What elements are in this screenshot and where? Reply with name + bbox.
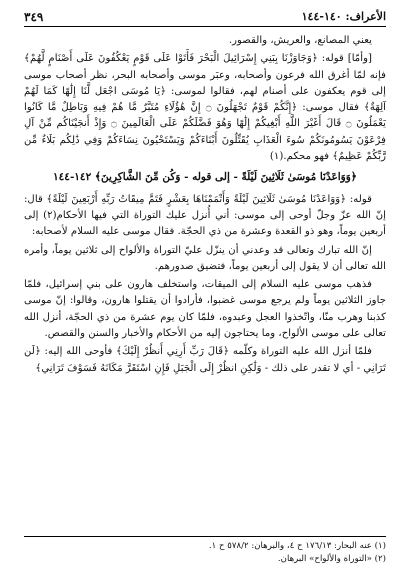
paragraph: فذهب موسى عليه السلام إلى الميقات، واستخلف هارون على بني إسرائيل، فلمّا جاوز الثلاثين يوماً ولم يرجع موسى غضبوا، فأرادوا أن يقتلوا هارون، وقالوا: إنّ موسى كذبنا وهرب منّا، واتّخذوا العجل وعبدوه، فلمّا كان يوم عشرة من ذي الحجّة، أنزل الله تعالى على موسى الألواح، وما يحتاجون إليه من الأحكام والأخبار والسنن والقصص.	[24, 279, 386, 340]
section-heading: ﴿وَوَاعَدْنَا مُوسَىٰ ثَلَاثِينَ لَيْلَةً - إلى قوله - وَكُن مِّنَ الشَّاكِرِينَ﴾ ١٤٢-١٤٤	[53, 171, 357, 184]
paragraph: فلمّا أنزل الله عليه التوراة وكلّمه ﴿قَالَ رَبِّ أَرِنِي أَنظُرْ إِلَيْكَ﴾ فأوحى الله إليه: ﴿لَن تَرَانِي - أي لا تقدر على ذلك - وَلَٰكِنِ انظُرْ إِلَى الْجَبَلِ فَإِنِ اسْتَقَرَّ مَكَانَهُ فَسَوْفَ تَرَانِي﴾	[24, 346, 386, 374]
paragraph: [وأمّا] قوله: ﴿وَجَاوَزْنَا بِبَنِي إِسْرَائِيلَ الْبَحْرَ فَأَتَوْا عَلَى قَوْمٍ يَعْكُفُونَ عَلَى أَصْنَامٍ لَّهُمْ﴾ فإنه لمّا أغرق الله فرعون وأصحابه، وعبَر موسى وأصحابه البحر، نظر أصحاب موسى إلى قوم يعكفون على أصنام لهم، فقالوا لموسى: ﴿يَا مُوسَى اجْعَل لَّنَا إِلَٰهًا كَمَا لَهُمْ آلِهَةٌ﴾ فقال موسى: ﴿إِنَّكُمْ قَوْمٌ تَجْهَلُونَ ۝ إِنَّ هَٰؤُلَاءِ مُتَبَّرٌ مَّا هُمْ فِيهِ وَبَاطِلٌ مَّا كَانُوا يَعْمَلُونَ ۝ قَالَ أَغَيْرَ اللَّهِ أَبْغِيكُمْ إِلَٰهًا وَهُوَ فَضَّلَكُمْ عَلَى الْعَالَمِينَ ۝ وَإِذْ أَنجَيْنَاكُم مِّنْ آلِ فِرْعَوْنَ يَسُومُونَكُمْ سُوءَ الْعَذَابِ يُقَتِّلُونَ أَبْنَاءَكُمْ وَيَسْتَحْيُونَ نِسَاءَكُمْ وَفِي ذَٰلِكُم بَلَاءٌ مِّن رَّبِّكُمْ عَظِيمٌ﴾ فهو محكم.(١)	[24, 53, 386, 163]
page-number: ٣٤٩	[24, 10, 44, 24]
footnotes	[24, 536, 386, 566]
running-title: الأعراف: ١٤٠-١٤٤	[301, 10, 386, 23]
footnote: (١) عنه البحار: ١٧٦/١٣ ح ٤، والبرهان: ٥٧٨/٢ ح ١.	[208, 541, 386, 551]
main-text	[24, 33, 386, 377]
paragraph: إنّ الله تبارك وتعالى قد وعدني أن ينزّل عليّ التوراة والألواح إلى ثلاثين يوماً، وأمره الله تعالى أن لا يقول إلى أربعين يوماً، فتضيق صدورهم.	[24, 244, 386, 272]
page-header	[24, 8, 386, 27]
paragraph: قوله: ﴿وَوَاعَدْنَا مُوسَىٰ ثَلَاثِينَ لَيْلَةً وَأَتْمَمْنَاهَا بِعَشْرٍ فَتَمَّ مِيقَاتُ رَبِّهِ أَرْبَعِينَ لَيْلَةً﴾ قال: إنّ الله عزّ وجلّ أوحى إلى موسى: أني أُنزل عليك التوراة التي فيها الأحكام(٢) إلى أربعين يوماً، وهو ذو القعدة وعشرة من ذي الحجّة. فقال موسى عليه السلام لأصحابه:	[24, 193, 387, 238]
footnote: (٢) «التوراة والألواح» البرهان.	[277, 554, 386, 564]
paragraph: يعني المصانع، والعريش، والقصور.	[228, 35, 372, 46]
